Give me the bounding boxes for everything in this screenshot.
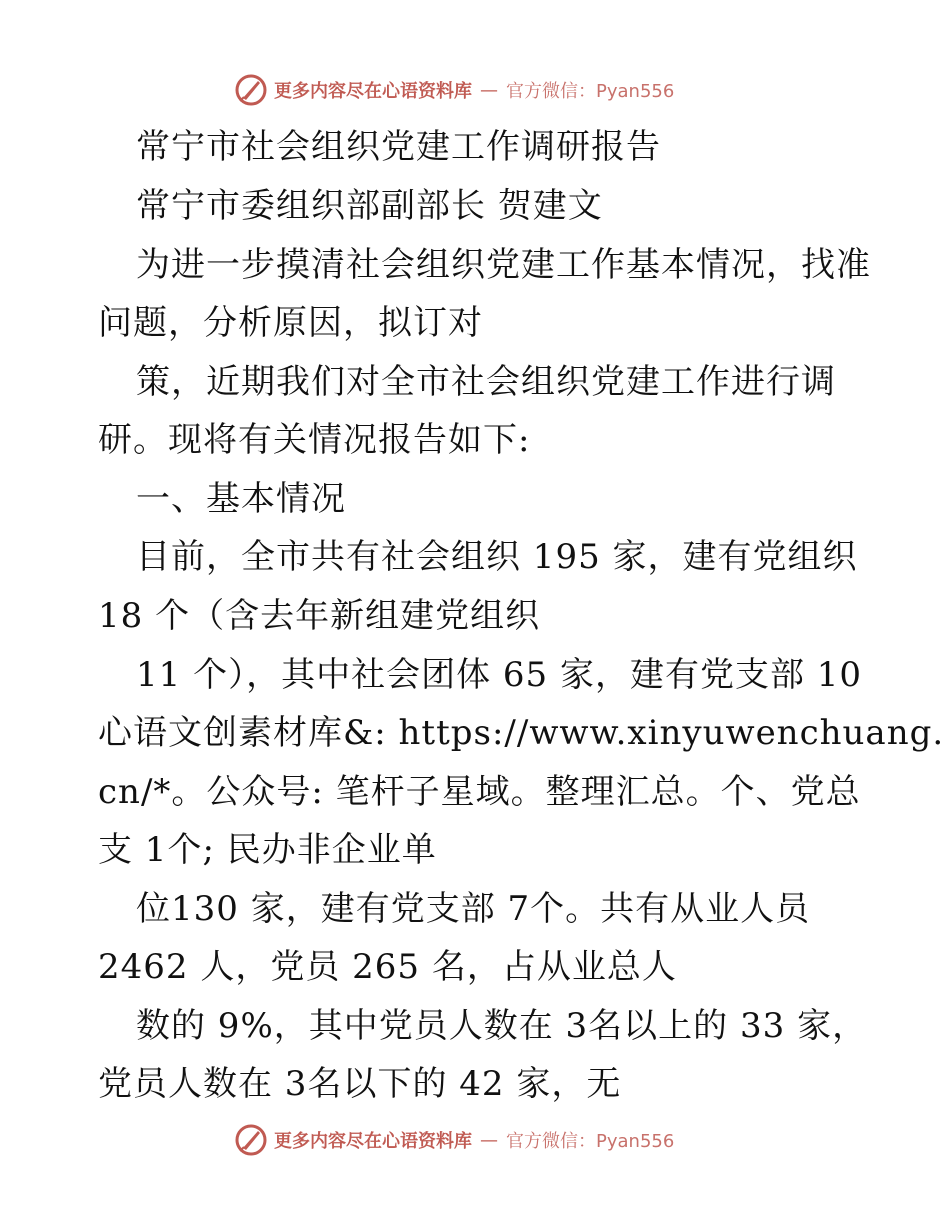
text-line: 目前，全市共有社会组织 195 家，建有党组织 <box>136 537 858 577</box>
watermark-footer <box>234 1122 674 1158</box>
text-line: 2462 人，党员 265 名，占从业总人 <box>98 947 677 987</box>
text-line: 11 个），其中社会团体 65 家，建有党支部 10 <box>136 655 863 695</box>
text-line: 数的 9%，其中党员人数在 3名以上的 33 家， <box>136 1006 868 1046</box>
text-line: 18 个（含去年新组建党组织 <box>98 596 541 636</box>
text-line: 问题，分析原因，拟订对 <box>98 303 483 343</box>
watermark-dash: — <box>480 1129 498 1151</box>
text-line: 位130 家，建有党支部 7个。共有从业人员 <box>136 889 811 929</box>
quill-logo-icon <box>234 1123 268 1157</box>
text-line: 策，近期我们对全市社会组织党建工作进行调 <box>136 362 836 402</box>
section-heading: 一、基本情况 <box>136 479 346 519</box>
text-line: 研。现将有关情况报告如下: <box>98 420 531 460</box>
watermark-header <box>234 72 674 108</box>
text-line: 支 1个; 民办非企业单 <box>98 830 437 870</box>
text-line: 为进一步摸清社会组织党建工作基本情况，找准 <box>136 245 871 285</box>
text-line: cn/*。公众号: 笔杆子星域。整理汇总。个、党总 <box>98 772 861 812</box>
watermark-main-text: 更多内容尽在心语资料库 <box>274 81 472 102</box>
document-author: 常宁市委组织部副部长 贺建文 <box>136 186 603 226</box>
watermark-sub-text: 官方微信：Pyan556 <box>506 81 675 102</box>
text-line: 党员人数在 3名以下的 42 家，无 <box>98 1064 622 1104</box>
quill-logo-icon <box>234 73 268 107</box>
text-line: 心语文创素材库&: https://www.xinyuwenchuang. <box>98 713 945 753</box>
watermark-main-text: 更多内容尽在心语资料库 <box>274 1131 472 1152</box>
document-title: 常宁市社会组织党建工作调研报告 <box>136 127 661 167</box>
watermark-sub-text: 官方微信：Pyan556 <box>506 1131 675 1152</box>
watermark-dash: — <box>480 79 498 101</box>
